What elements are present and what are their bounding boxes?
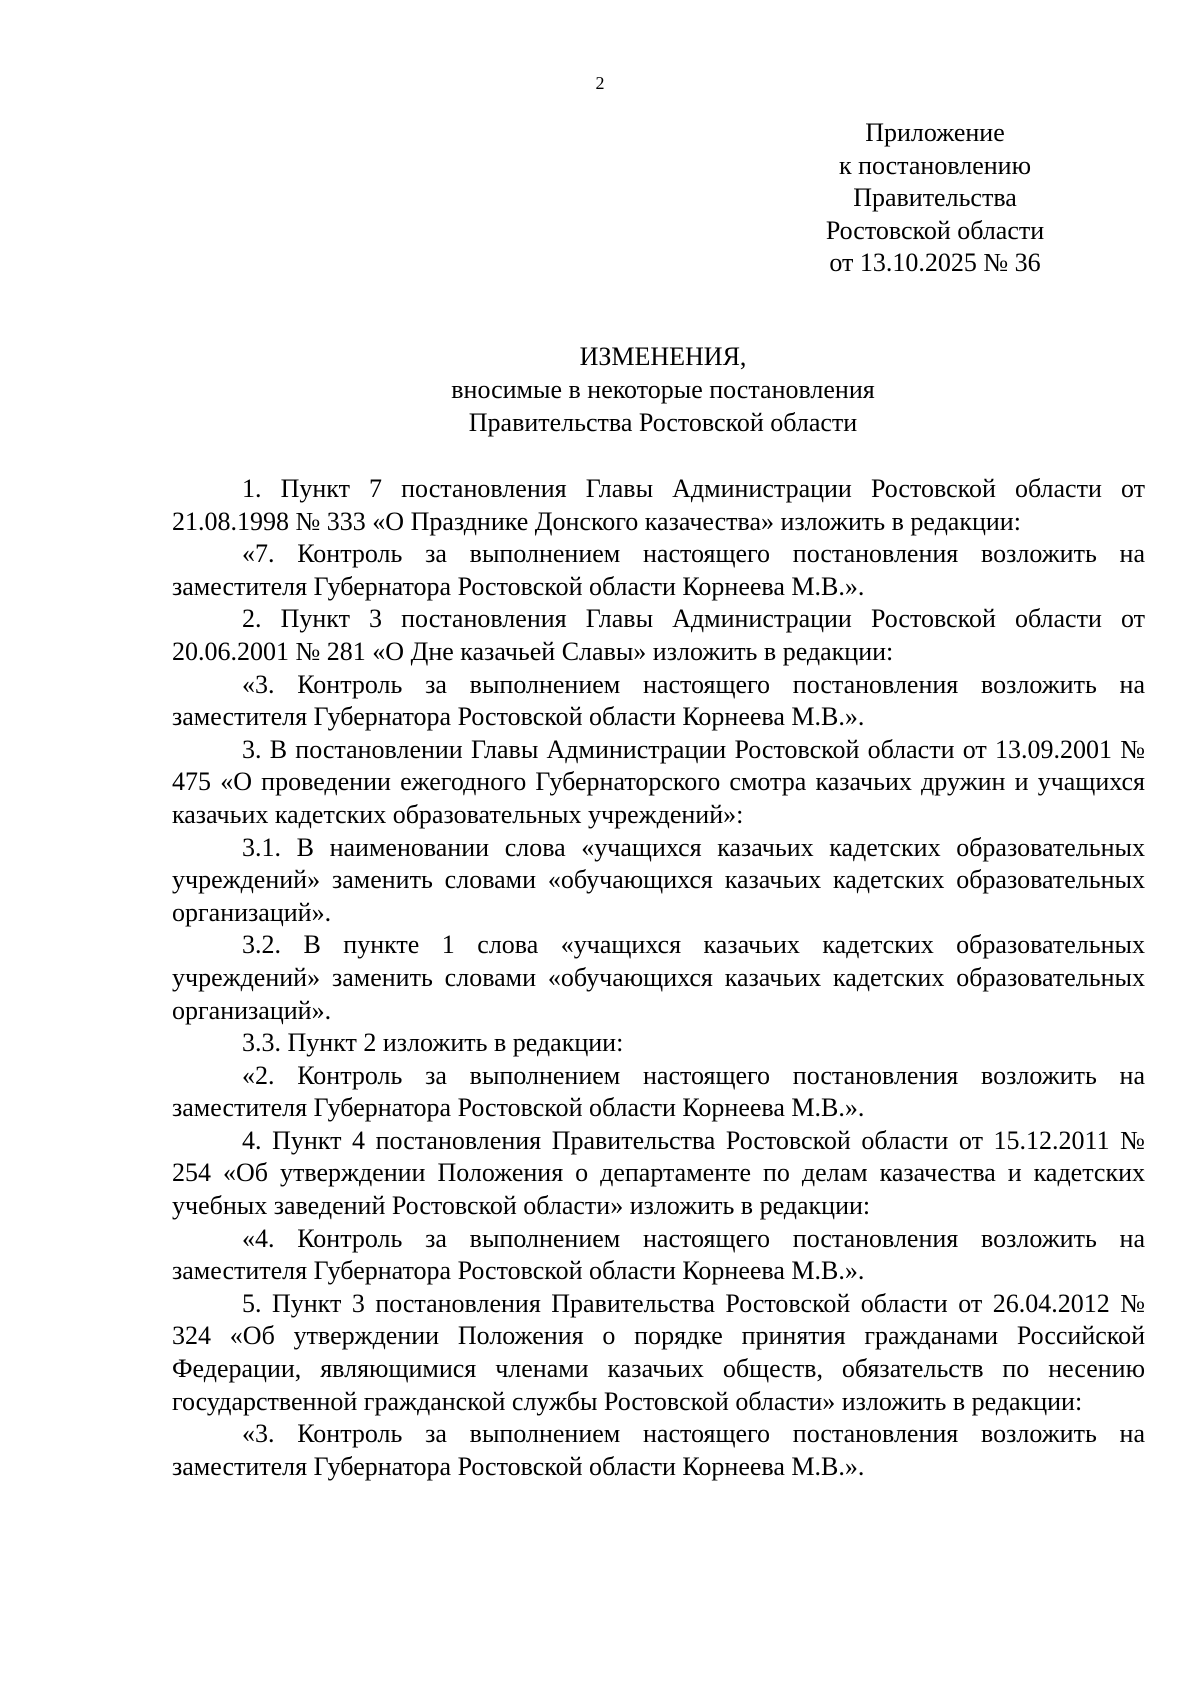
document-title: [172, 340, 1154, 439]
paragraph: 3.1. В наименовании слова «учащихся казачьих кадетских образовательных учреждений» заменить словами «обучающихся казачьих кадетских образовательных организаций».: [172, 832, 1145, 927]
paragraph: «3. Контроль за выполнением настоящего постановления возложить на заместителя Губернатора Ростовской области Корнеева М.В.».: [172, 669, 1145, 732]
title-subtitle: Правительства Ростовской области: [468, 408, 858, 437]
paragraph: «7. Контроль за выполнением настоящего постановления возложить на заместителя Губернатора Ростовской области Корнеева М.В.».: [172, 539, 1145, 601]
page-number: 2: [595, 73, 605, 93]
appendix-line: Приложение: [865, 118, 1005, 147]
paragraph: 3.2. В пункте 1 слова «учащихся казачьих кадетских образовательных учреждений» заменить словами «обучающихся казачьих кадетских образовательных организаций».: [172, 930, 1145, 1025]
title-heading: ИЗМЕНЕНИЯ,: [579, 342, 747, 371]
appendix-line: к постановлению: [838, 150, 1032, 180]
title-subtitle: вносимые в некоторые постановления: [451, 375, 875, 404]
appendix-header: [790, 117, 1080, 280]
paragraph: 2. Пункт 3 постановления Главы Администрации Ростовской области от 20.06.2001 № 281 «О Дне казачьей Славы» изложить в редакции:: [172, 604, 1145, 666]
document-body: [172, 473, 1145, 1483]
appendix-line: Правительства: [853, 183, 1017, 212]
paragraph: «2. Контроль за выполнением настоящего постановления возложить на заместителя Губернатора Ростовской области Корнеева М.В.».: [172, 1060, 1145, 1123]
paragraph: 3. В постановлении Главы Администрации Ростовской области от 13.09.2001 № 475 «О проведении ежегодного Губернаторского смотра казачьих дружин и учащихся казачьих кадетских образовательных учреждений»:: [172, 734, 1145, 829]
paragraph: 3.3. Пункт 2 изложить в редакции:: [242, 1028, 624, 1058]
appendix-line: Ростовской области: [825, 215, 1045, 245]
paragraph: 4. Пункт 4 постановления Правительства Ростовской области от 15.12.2011 № 254 «Об утверждении Положения о департаменте по делам казачества и кадетских учебных заведений Ростовской области» изложить в редакции:: [172, 1125, 1145, 1221]
appendix-line: от 13.10.2025 № 36: [829, 248, 1041, 277]
paragraph: «3. Контроль за выполнением настоящего постановления возложить на заместителя Губернатора Ростовской области Корнеева М.В.».: [172, 1419, 1145, 1481]
paragraph: 1. Пункт 7 постановления Главы Администрации Ростовской области от 21.08.1998 № 333 «О Празднике Донского казачества» изложить в редакции:: [172, 474, 1145, 536]
paragraph: 5. Пункт 3 постановления Правительства Ростовской области от 26.04.2012 № 324 «Об утверждении Положения о порядке принятия гражданами Российской Федерации, являющимися членами казачьих обществ, обязательств по несению государственной гражданской службы Ростовской области» изложить в редакции:: [172, 1288, 1145, 1416]
paragraph: «4. Контроль за выполнением настоящего постановления возложить на заместителя Губернатора Ростовской области Корнеева М.В.».: [172, 1223, 1145, 1286]
